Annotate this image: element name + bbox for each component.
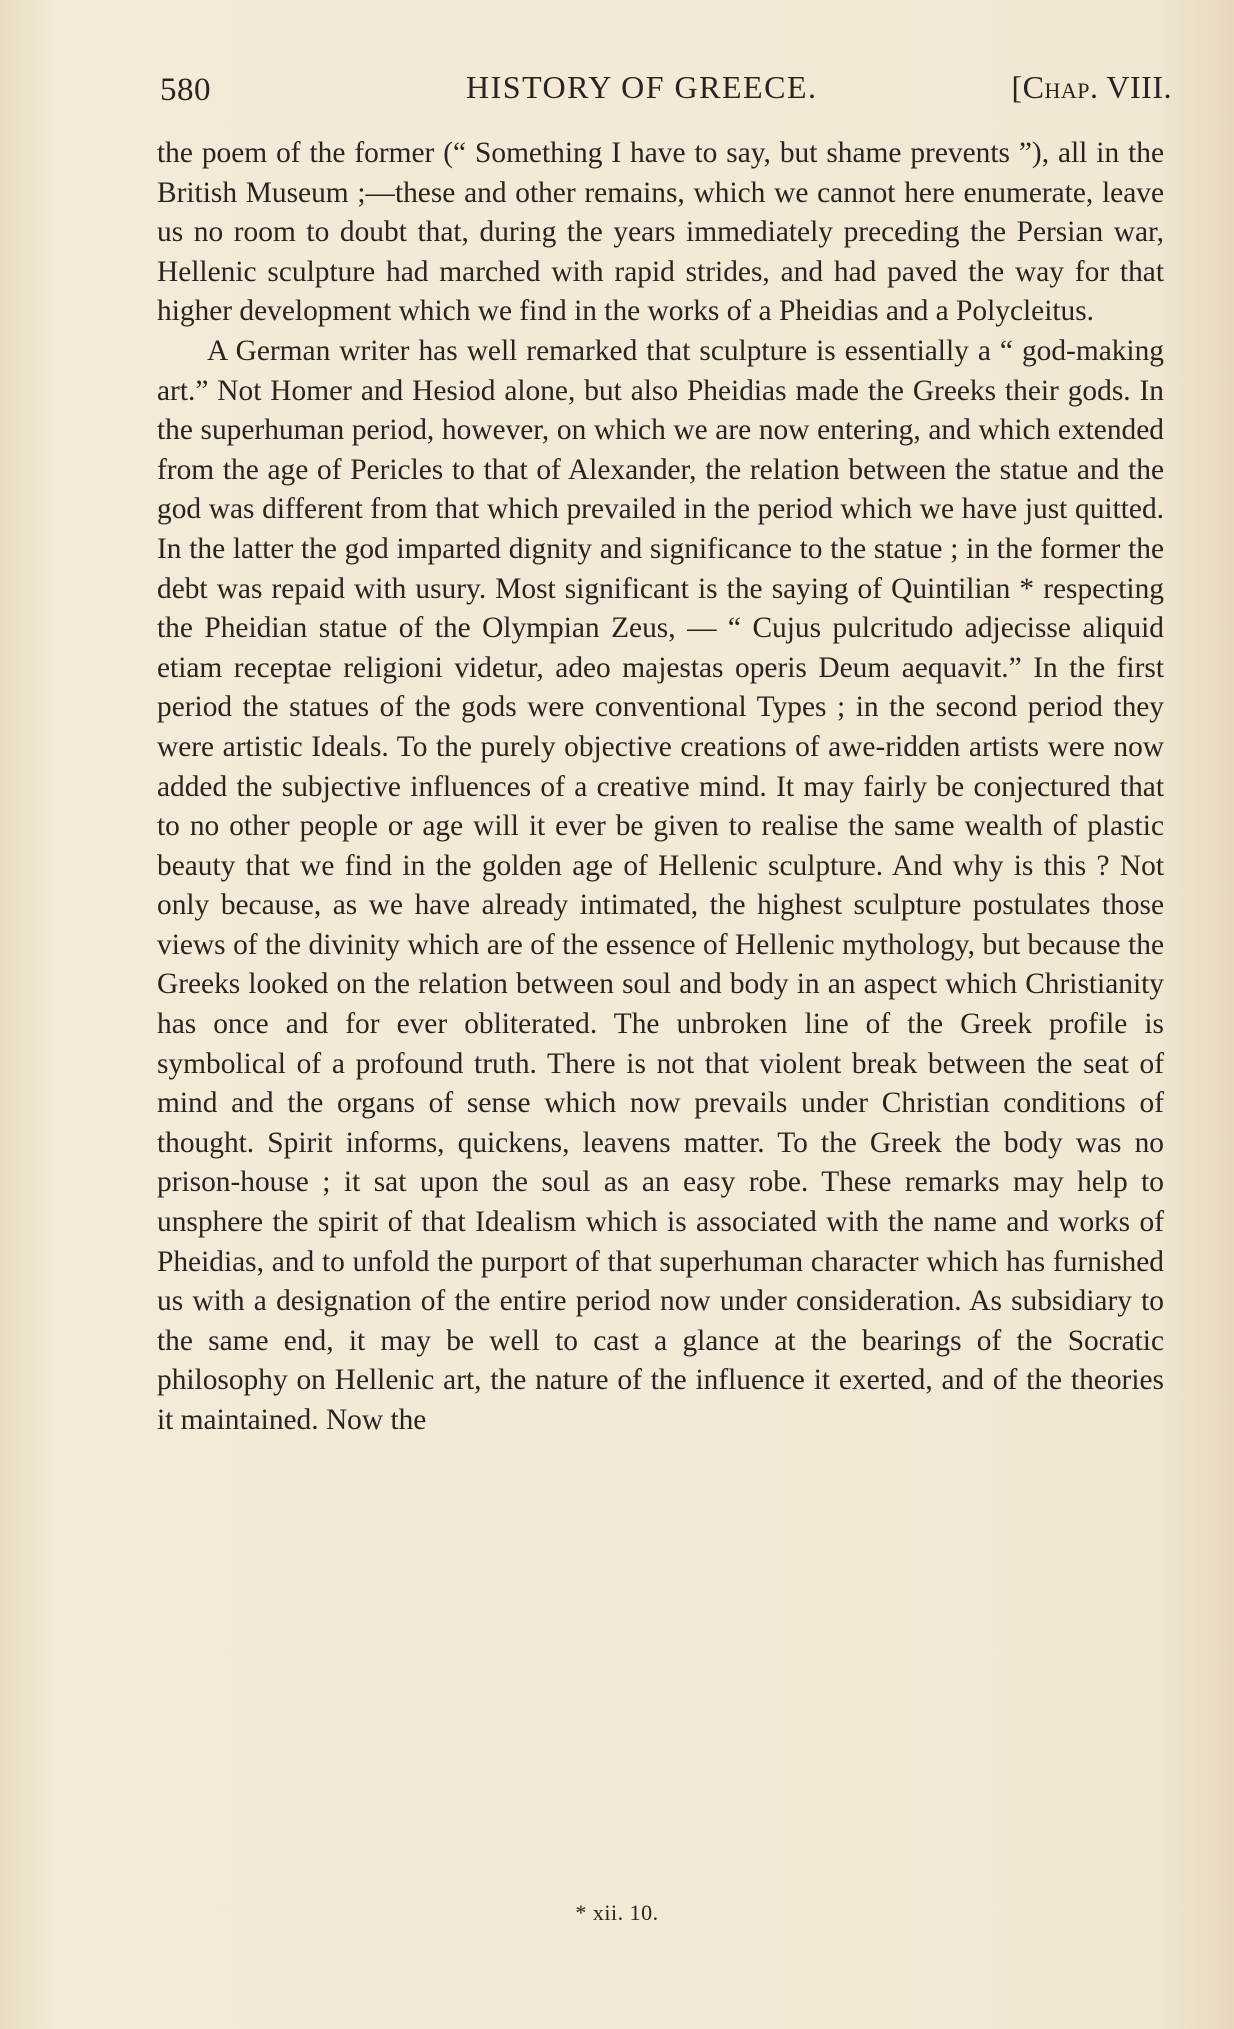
chapter-label [1011, 69, 1172, 106]
page-header [160, 62, 1172, 112]
paragraph-sculpture: A German writer has well remarked that sculpture is essentially a “ god-making art.” Not Homer and Hesiod alone, but also Pheidias made the Greeks their gods. In the superhuman period, however, on which we are now entering, and which extended from the age of Pericles to that of Alexander, the relation between the statue and the god was different from that which prevailed in the period which we have just quitted. In the latter the god imparted dignity and significance to the statue ; in the former the debt was repaid with usury. Most significant is the saying of Quintilian * respecting the Pheidian statue of the Olympian Zeus, — “ Cujus pulcritudo adjecisse aliquid etiam receptae religioni videtur, adeo majestas operis Deum aequavit.” In the first period the statues of the gods were conventional Types ; in the second period they were artistic Ideals. To the purely objective creations of awe-ridden artists were now added the subjective influences of a creative mind. It may fairly be conjectured that to no other people or age will it ever be given to realise the same wealth of plastic beauty that we find in the golden age of Hellenic sculpture. And why is this ? Not only because, as we have already intimated, the highest sculpture postulates those views of the divinity which are of the essence of Hellenic mythology, but because the Greeks looked on the relation between soul and body in an aspect which Christianity has once and for ever obliterated. The unbroken line of the Greek profile is symbolical of a profound truth. There is not that violent break between the seat of mind and the organs of sense which now prevails under Christian conditions of thought. Spirit informs, quickens, leavens matter. To the Greek the body was no prison-house ; it sat upon the soul as an easy robe. These remarks may help to unsphere the spirit of that Idealism which is associated with the name and works of Pheidias, and to unfold the purport of that superhuman character which has furnished us with a designation of the entire period now under consideration. As subsidiary to the same end, it may be well to cast a glance at the bearings of the Socratic philosophy on Hellenic art, the nature of the influence it exerted, and of the theories it maintained. Now the [157, 334, 1164, 1436]
running-title: HISTORY OF GREECE. [466, 69, 818, 105]
chapter-label-text: [Chap. VIII. [1011, 69, 1172, 105]
page-number: 580 [160, 72, 211, 108]
body-text [157, 134, 1164, 1441]
paragraph-continued: the poem of the former (“ Something I have to say, but shame prevents ”), all in the British Museum ;—these and other remains, which we cannot here enumerate, leave us no room to doubt that, during the years immediately preceding the Persian war, Hellenic sculpture had marched with rapid strides, and had paved the way for that higher development which we find in the works of a Pheidias and a Polycleitus. [157, 137, 1164, 328]
footnote: * xii. 10. [575, 1900, 659, 1925]
